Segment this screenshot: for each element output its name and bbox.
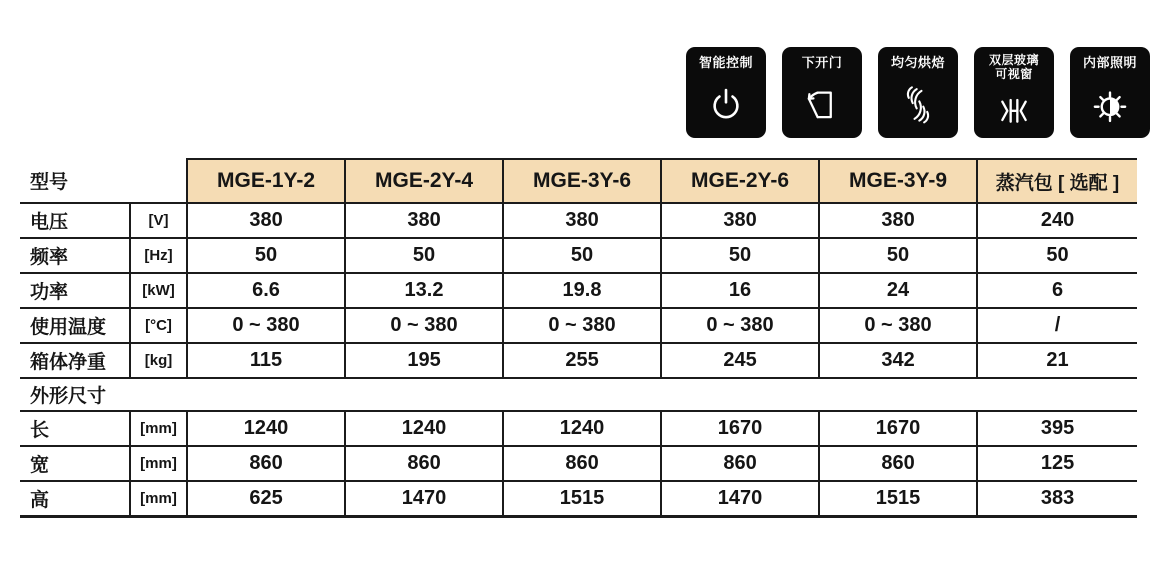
section-label: 外形尺寸 xyxy=(20,378,1137,411)
row-label: 箱体净重 xyxy=(20,343,130,378)
cell-value: 860 xyxy=(345,446,503,481)
power-icon xyxy=(686,70,766,138)
spec-row-frequency xyxy=(20,238,1137,273)
badge-label: 智能控制 xyxy=(698,55,753,70)
cell-value: 1670 xyxy=(819,411,977,446)
cell-value: 13.2 xyxy=(345,273,503,308)
cell-value: 6.6 xyxy=(187,273,345,308)
badge-label: 下开门 xyxy=(801,55,843,70)
spec-row-length xyxy=(20,411,1137,446)
cell-value: 0 ~ 380 xyxy=(661,308,819,343)
feature-badge-even-baking xyxy=(878,47,958,138)
cell-value: 380 xyxy=(819,203,977,238)
cell-value: 125 xyxy=(977,446,1137,481)
row-label: 长 xyxy=(20,411,130,446)
cell-value: 1240 xyxy=(187,411,345,446)
feature-badge-interior-light xyxy=(1070,47,1150,138)
cell-value: 342 xyxy=(819,343,977,378)
cell-value: 245 xyxy=(661,343,819,378)
row-unit: [Hz] xyxy=(130,238,187,273)
spec-row-width xyxy=(20,446,1137,481)
model-header-label: 型号 xyxy=(20,159,187,203)
cell-value: 1515 xyxy=(503,481,661,516)
row-label: 高 xyxy=(20,481,130,516)
badge-label: 双层玻璃 可视窗 xyxy=(988,53,1039,82)
double-glass-icon xyxy=(974,81,1054,138)
cell-value: 380 xyxy=(187,203,345,238)
row-label: 频率 xyxy=(20,238,130,273)
row-label: 宽 xyxy=(20,446,130,481)
cell-value: 1470 xyxy=(661,481,819,516)
cell-value: 0 ~ 380 xyxy=(503,308,661,343)
cell-value: 860 xyxy=(503,446,661,481)
model-name-cell: MGE-2Y-4 xyxy=(345,159,503,203)
cell-value: 50 xyxy=(977,238,1137,273)
cell-value: 50 xyxy=(187,238,345,273)
cell-value: / xyxy=(977,308,1137,343)
badge-label: 内部照明 xyxy=(1082,55,1137,70)
spec-table xyxy=(20,158,1137,518)
dimensions-section-row xyxy=(20,378,1137,411)
door-down-icon xyxy=(782,70,862,138)
model-header-row xyxy=(20,159,1137,203)
cell-value: 6 xyxy=(977,273,1137,308)
interior-light-icon xyxy=(1070,70,1150,138)
cell-value: 1670 xyxy=(661,411,819,446)
spec-row-voltage xyxy=(20,203,1137,238)
row-label: 电压 xyxy=(20,203,130,238)
cell-value: 860 xyxy=(187,446,345,481)
cell-value: 50 xyxy=(503,238,661,273)
cell-value: 240 xyxy=(977,203,1137,238)
cell-value: 1240 xyxy=(345,411,503,446)
row-unit: [mm] xyxy=(130,446,187,481)
cell-value: 195 xyxy=(345,343,503,378)
spec-row-net-weight xyxy=(20,343,1137,378)
cell-value: 625 xyxy=(187,481,345,516)
model-name-cell: MGE-1Y-2 xyxy=(187,159,345,203)
feature-badges xyxy=(686,47,1150,138)
feature-badge-double-glass xyxy=(974,47,1054,138)
cell-value: 1240 xyxy=(503,411,661,446)
model-name-cell-steam-option: 蒸汽包 [ 选配 ] xyxy=(977,159,1137,203)
row-label: 功率 xyxy=(20,273,130,308)
spec-row-temperature xyxy=(20,308,1137,343)
cell-value: 255 xyxy=(503,343,661,378)
row-unit: [kg] xyxy=(130,343,187,378)
cell-value: 860 xyxy=(661,446,819,481)
row-unit: [mm] xyxy=(130,481,187,516)
cell-value: 21 xyxy=(977,343,1137,378)
cell-value: 380 xyxy=(345,203,503,238)
cell-value: 380 xyxy=(661,203,819,238)
row-unit: [V] xyxy=(130,203,187,238)
cell-value: 860 xyxy=(819,446,977,481)
cell-value: 0 ~ 380 xyxy=(187,308,345,343)
cell-value: 50 xyxy=(345,238,503,273)
cell-value: 24 xyxy=(819,273,977,308)
feature-badge-smart-control xyxy=(686,47,766,138)
cell-value: 115 xyxy=(187,343,345,378)
cell-value: 380 xyxy=(503,203,661,238)
cell-value: 50 xyxy=(661,238,819,273)
cell-value: 395 xyxy=(977,411,1137,446)
row-unit: [°C] xyxy=(130,308,187,343)
cell-value: 0 ~ 380 xyxy=(819,308,977,343)
feature-badge-drop-door xyxy=(782,47,862,138)
cell-value: 1515 xyxy=(819,481,977,516)
model-name-cell: MGE-3Y-6 xyxy=(503,159,661,203)
row-unit: [mm] xyxy=(130,411,187,446)
badge-label: 均匀烘焙 xyxy=(890,55,945,70)
model-name-cell: MGE-2Y-6 xyxy=(661,159,819,203)
cell-value: 19.8 xyxy=(503,273,661,308)
model-name-cell: MGE-3Y-9 xyxy=(819,159,977,203)
spec-row-height xyxy=(20,481,1137,516)
cell-value: 50 xyxy=(819,238,977,273)
cell-value: 16 xyxy=(661,273,819,308)
cell-value: 0 ~ 380 xyxy=(345,308,503,343)
cell-value: 1470 xyxy=(345,481,503,516)
heat-waves-icon xyxy=(878,70,958,138)
row-unit: [kW] xyxy=(130,273,187,308)
cell-value: 383 xyxy=(977,481,1137,516)
spec-row-power xyxy=(20,273,1137,308)
row-label: 使用温度 xyxy=(20,308,130,343)
